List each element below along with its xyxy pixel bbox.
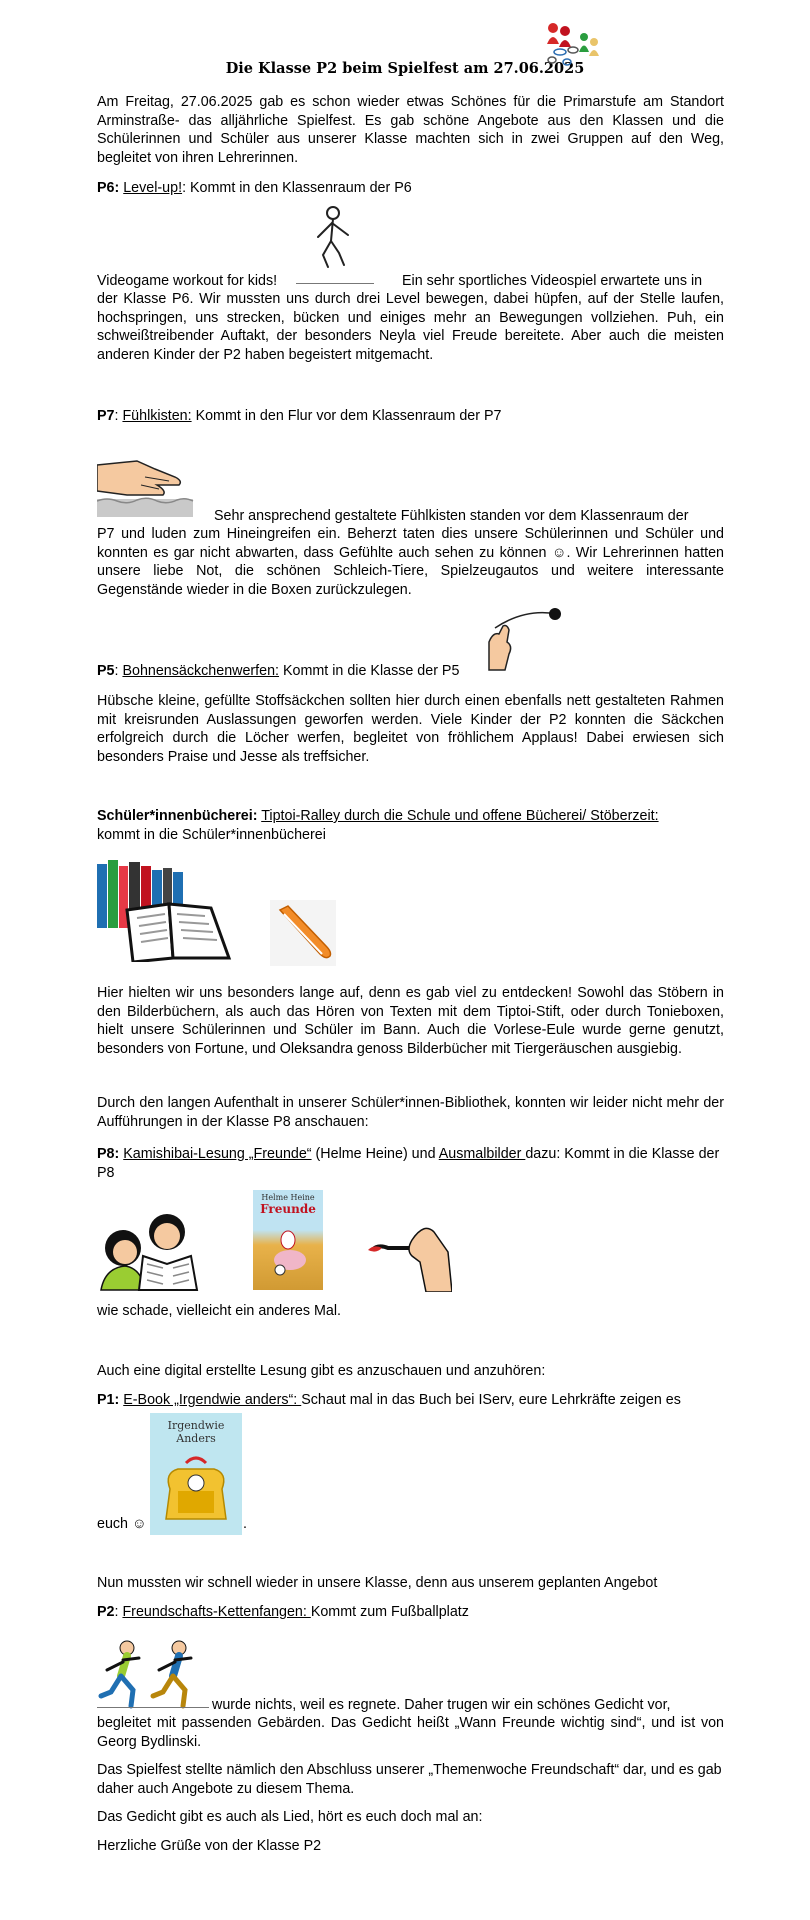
p7-text-start: Sehr ansprechend gestaltete Fühlkisten standen vor dem Klassenraum der <box>214 508 689 524</box>
p5-location: Kommt in die Klasse der P5 <box>279 663 460 679</box>
running-kids-icon <box>97 1640 209 1710</box>
p1-heading <box>97 1391 724 1410</box>
p2-code: P2 <box>97 1604 115 1620</box>
p7-location: Kommt in den Flur vor dem Klassenraum der P7 <box>191 408 502 424</box>
book-animals-icon <box>258 1220 318 1280</box>
back-paragraph: Nun mussten wir schnell wieder in unsere Klasse, denn aus unserem geplanten Angebot <box>97 1575 658 1591</box>
p2-paragraph: begleitet mit passenden Gebärden. Das Gedicht heißt „Wann Freunde wichtig sind“, und ist von Georg Bydlinski. <box>97 1715 724 1750</box>
book-cover-title: Irgendwie Anders <box>167 1419 225 1445</box>
stick-figure-icon <box>310 205 356 271</box>
tiptoi-pen-icon <box>270 900 336 966</box>
closing-paragraph-2: Das Gedicht gibt es auch als Lied, hört es euch doch mal an: <box>97 1809 483 1825</box>
p1-code: P1: <box>97 1392 120 1408</box>
p1-link[interactable]: E-Book „Irgendwie anders“: <box>123 1392 302 1408</box>
p6-lead-line <box>97 272 724 291</box>
greeting: Herzliche Grüße von der Klasse P2 <box>97 1838 322 1854</box>
p8-author-note: (Helme Heine) und <box>311 1146 439 1162</box>
p6-lead: Videogame workout for kids! <box>97 273 278 289</box>
p5-code: P5 <box>97 663 115 679</box>
library-paragraph-2: Durch den langen Aufenthalt in unserer Schüler*innen-Bibliothek, konnten wir leider nicht mehr der Aufführungen in der Klasse P8 anschauen: <box>97 1095 724 1130</box>
image-underline-2 <box>97 1707 209 1708</box>
p5-heading: P5: Bohnensäckchenwerfen: Kommt in die Klasse der P5 <box>97 663 460 679</box>
library-location: kommt in die Schüler*innenbücherei <box>97 826 326 843</box>
game-pieces-icon <box>540 22 604 66</box>
p2-location: Kommt zum Fußballplatz <box>310 1604 469 1620</box>
p1-location: Schaut mal in das Buch bei IServ, eure Lehrkräfte zeigen es <box>301 1392 681 1408</box>
p2-heading: P2: Freundschafts-Kettenfangen: Kommt zum Fußballplatz <box>97 1604 469 1620</box>
closing-paragraph-1: Das Spielfest stellte nämlich den Abschluss unserer „Themenwoche Freundschaft“ dar, und es gab daher auch Angebote zu diesem Thema. <box>97 1762 722 1797</box>
intro-paragraph: Am Freitag, 27.06.2025 gab es schon wieder etwas Schönes für die Primarstufe am Standort Arminstraße- das alljährliche Spielfest. Es gab schöne Angebote aus den Klassen und die Schülerinnen und Schüler aus unserer Klasse machten sich in zwei Gruppen auf den Weg, begleitet von ihren Lehrerinnen. <box>97 94 724 166</box>
p2-text-start: wurde nichts, weil es regnete. Daher trugen wir ein schönes Gedicht vor, <box>212 1697 671 1713</box>
p1-end-period: . <box>243 1516 247 1532</box>
p5-paragraph: Hübsche kleine, gefüllte Stoffsäckchen sollten hier durch einen ebenfalls nett gestalteten Rahmen mit kreisrunden Auslassungen geworfen werden. Viele Kinder der P2 konnten die Säckchen erfolgreich durch die Löcher werfen, begleitet von fröhlichem Applaus! Dabei erwiesen sich besonders Praise und Jesse als treffsicher. <box>97 693 724 765</box>
p6-heading <box>97 179 724 198</box>
library-label: Schüler*innenbücherei: <box>97 808 258 824</box>
p8-link-ausmalbilder[interactable]: Ausmalbilder <box>438 1146 526 1162</box>
p7-paragraph: P7 und luden zum Hineingreifen ein. Beherzt taten dies unsere Schülerinnen und Schüler und konnten es gar nicht abwarten, dass Gefühlte auch sehen zu können ☺. Wir Lehrerinnen hatten unsere liebe Not, die schönen Schleich-Tiere, Spielzeugautos und weitere interessante Gegenstände wieder in die Boxen zurückzulegen. <box>97 526 724 598</box>
paintbrush-hand-icon <box>368 1222 452 1292</box>
p6-text-start: Ein sehr sportliches Videospiel erwartete uns in <box>402 273 703 289</box>
digital-intro: Auch eine digital erstellte Lesung gibt es anzuschauen und anzuhören: <box>97 1363 546 1379</box>
library-link[interactable]: Tiptoi-Ralley durch die Schule und offene Bücherei/ Stöberzeit: <box>261 808 659 824</box>
p7-link[interactable]: Fühlkisten: <box>122 408 192 424</box>
p6-link[interactable]: Level-up! <box>123 180 183 196</box>
books-icon <box>97 858 237 962</box>
book-title: Freunde <box>260 1202 316 1216</box>
p8-code: P8: <box>97 1146 120 1162</box>
p1-end-line <box>97 1515 724 1534</box>
book-author: Helme Heine <box>261 1193 315 1202</box>
p7-code: P7 <box>97 408 115 424</box>
p5-link[interactable]: Bohnensäckchenwerfen: <box>122 663 280 679</box>
p8-after: wie schade, vielleicht ein anderes Mal. <box>97 1303 341 1319</box>
library-paragraph-1: Hier hielten wir uns besonders lange auf, denn es gab viel zu entdecken! Sowohl das Stöbern in den Bilderbüchern, als auch das Hören von Texten mit dem Tiptoi-Stift, oder durch Tonieboxen, hielt unsere Schülerinnen und Schüler im Bann. Auch die Vorlese-Eule wurde gerne genutzt, besonders von Fortune, und Oleksandra genoss Bilderbücher mit Tiergeräuschen ausgiebig. <box>97 985 724 1057</box>
freunde-book-cover <box>253 1190 323 1290</box>
hand-touch-icon <box>97 455 195 519</box>
p7-heading: P7: Fühlkisten: Kommt in den Flur vor dem Klassenraum der P7 <box>97 408 502 424</box>
p8-heading <box>97 1145 724 1182</box>
reading-kids-icon <box>97 1210 205 1292</box>
p6-code: P6: <box>97 180 120 196</box>
p6-paragraph: der Klasse P6. Wir mussten uns durch drei Level bewegen, dabei hüpfen, auf der Stelle laufen, hochspringen, uns strecken, bücken und einiges mehr an Bewegungen vollziehen. Puh, ein schweißtreibender Auftakt, der besonders Neyla viel Freude bereitete. Aber auch die meisten anderen Kinder der P2 haben begeistert mitgemacht. <box>97 291 724 363</box>
p8-link-kamishibai[interactable]: Kamishibai-Lesung „Freunde“ <box>123 1146 312 1162</box>
p1-end-text: euch ☺ <box>97 1516 147 1532</box>
page-title: Die Klasse P2 beim Spielfest am 27.06.2025 <box>225 60 585 77</box>
p8-location: dazu: Kommt in die Klasse der P8 <box>97 1146 720 1181</box>
p2-link[interactable]: Freundschafts-Kettenfangen: <box>122 1604 311 1620</box>
library-heading <box>97 807 724 844</box>
p6-location: : Kommt in den Klassenraum der P6 <box>182 180 412 196</box>
